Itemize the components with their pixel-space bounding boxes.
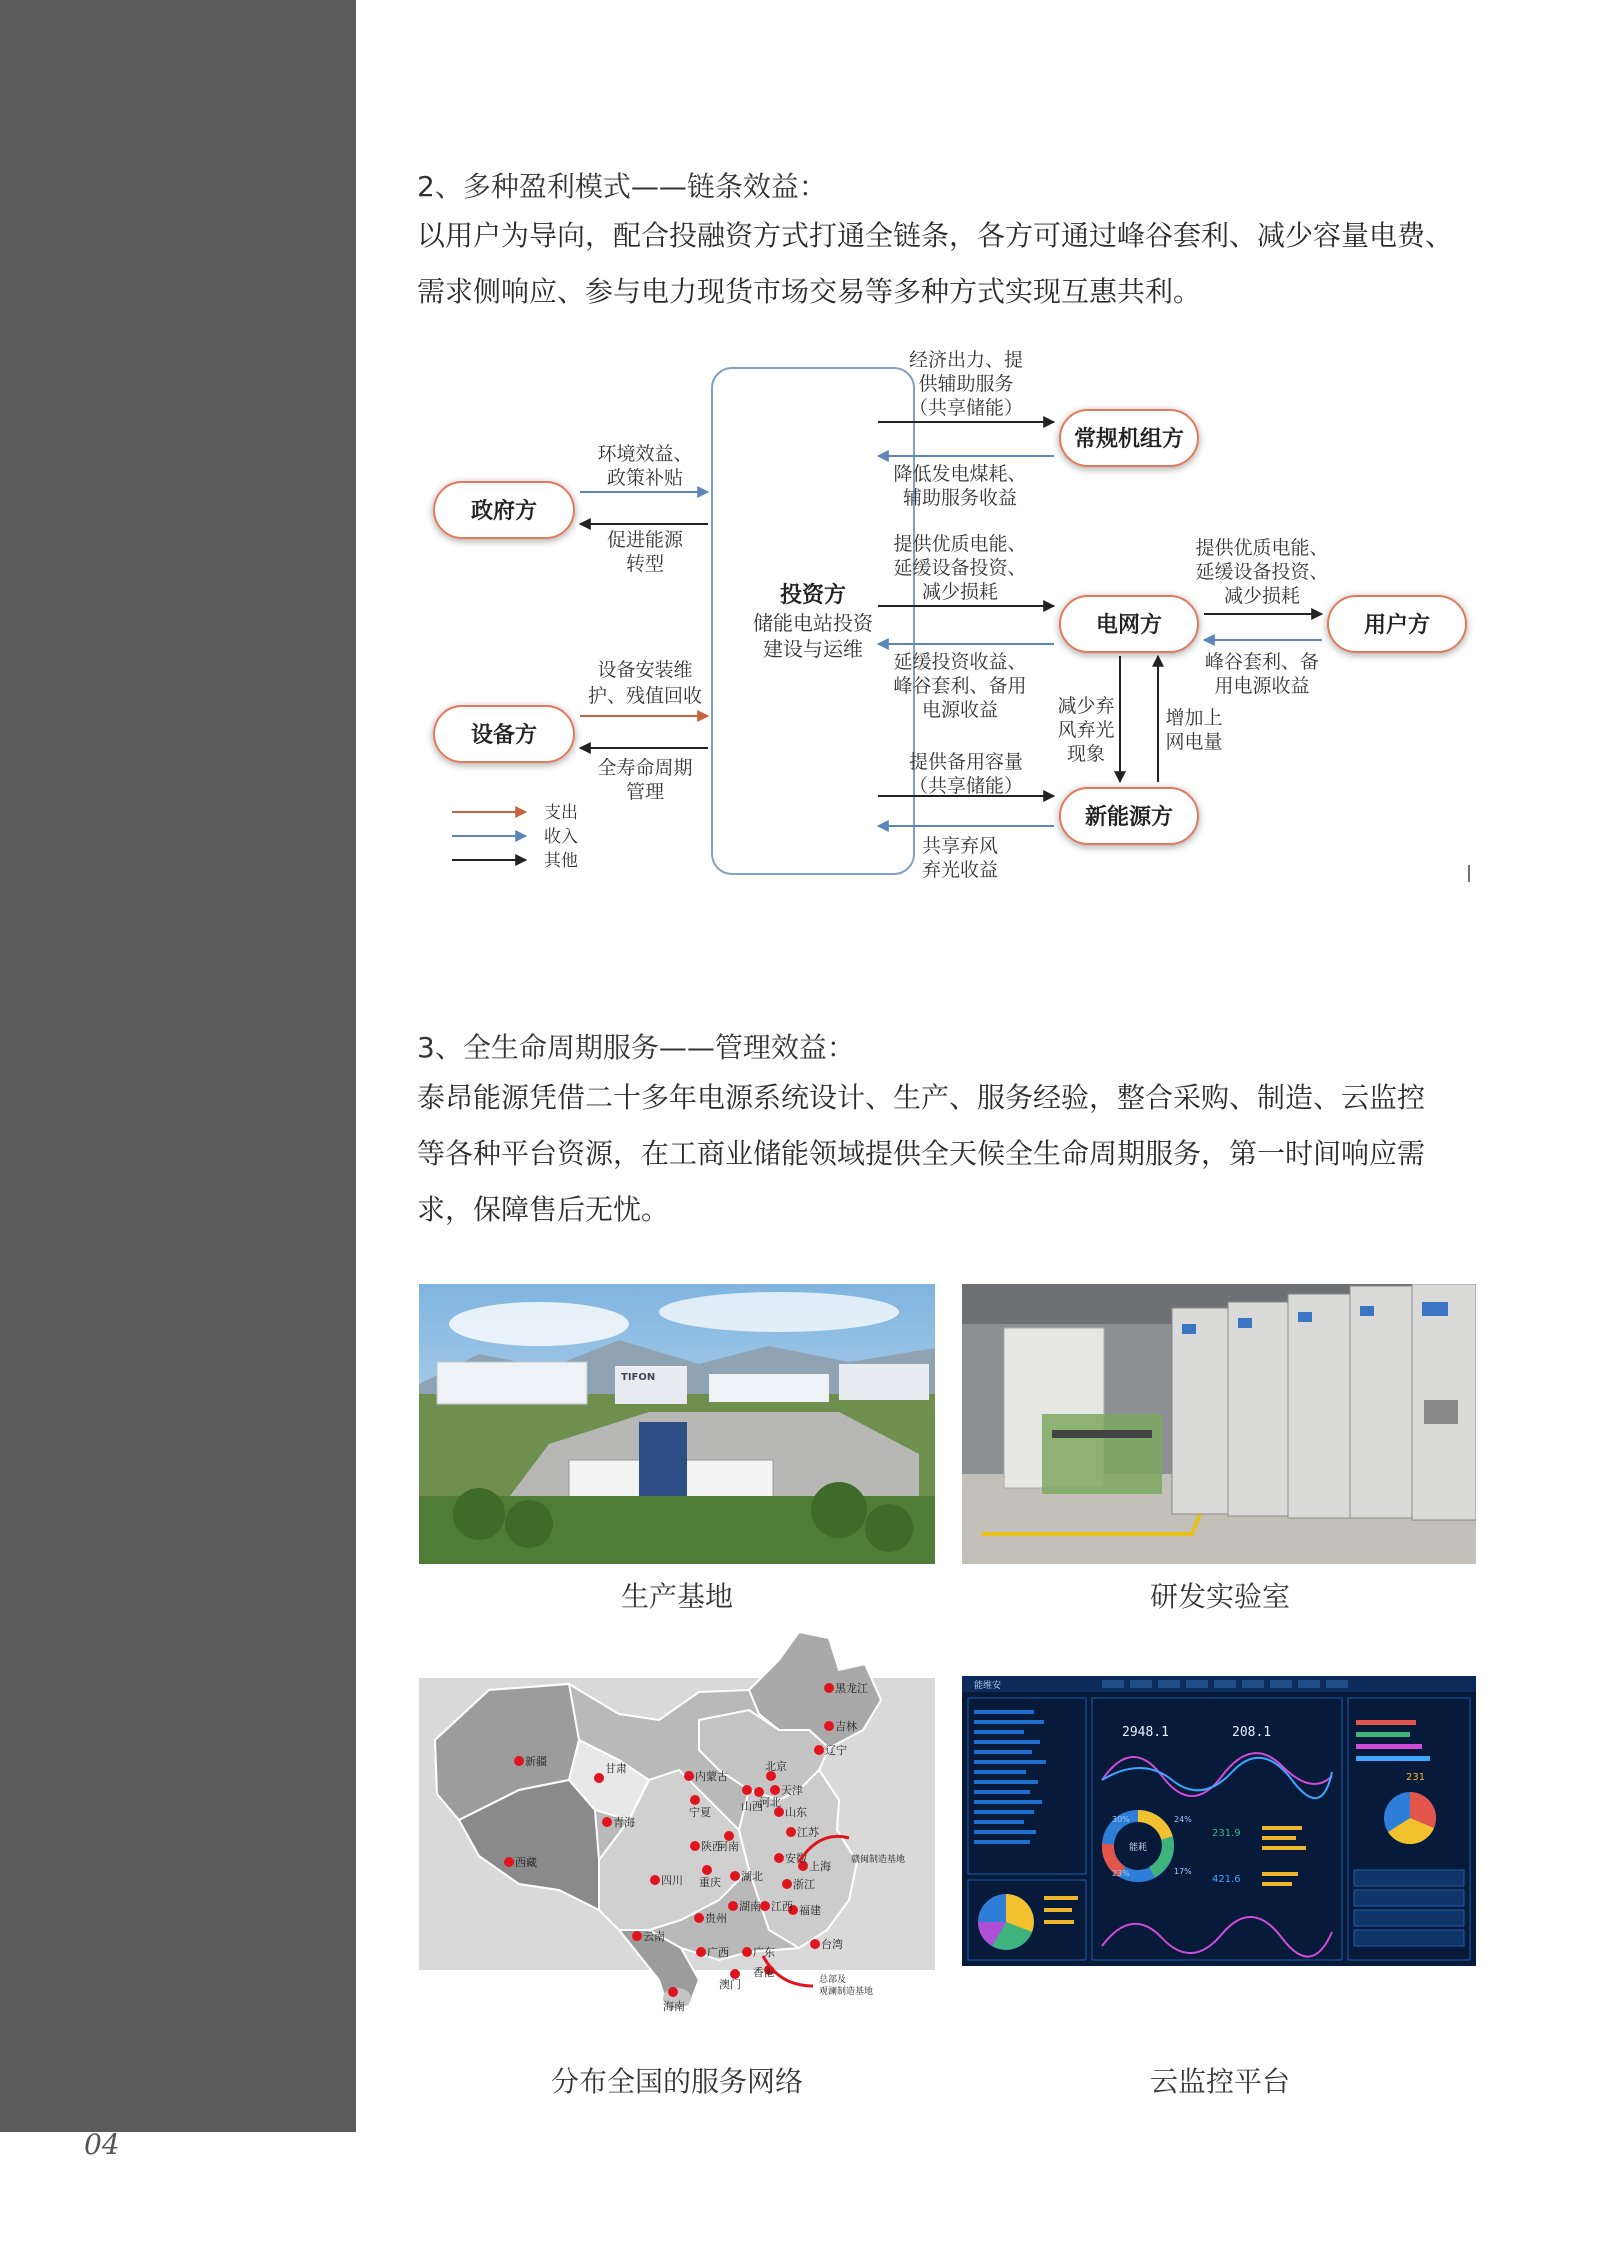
map-note-1: 赣闽制造基地 [851,1855,906,1865]
map-province: 内蒙古 [695,1770,728,1783]
conv-label: 常规机组方 [1073,427,1185,452]
monitor-pct2: 24% [1174,1815,1192,1824]
lbl-user-out-2: 延缓设备投资、 [1195,561,1329,583]
lbl-ne-out-2: （共享储能） [908,775,1024,797]
monitor-num1: 2948.1 [1122,1725,1169,1740]
lbl-grid-out-2: 延缓设备投资、 [893,557,1027,579]
user-label: 用户方 [1363,613,1431,638]
map-province: 天津 [781,1784,803,1797]
section2-heading: 2、多种盈利模式——链条效益： [417,170,827,203]
lbl-conv-out-1: 经济出力、提 [908,350,1024,371]
map-province: 山西 [741,1800,763,1813]
equip-label: 设备方 [470,723,538,748]
map-province: 浙江 [793,1878,815,1891]
map-province: 西藏 [515,1856,537,1869]
section2-line-1: 以用户为导向，配合投融资方式打通全链条，各方可通过峰谷套利、减少容量电费、 [417,219,1454,252]
legend-income-label: 收入 [544,827,578,847]
lbl-conv-in-1: 降低发电煤耗、 [893,463,1027,485]
section3-line-1: 泰昂能源凭借二十多年电源系统设计、生产、服务经验，整合采购、制造、云监控 [417,1081,1426,1114]
lbl-ne-down-3: 现象 [1066,743,1106,765]
map-province: 新疆 [525,1755,547,1768]
lbl-equip-in-1: 设备安装维 [597,659,693,681]
investor-line1: 储能电站投资 [753,611,873,635]
monitor-pct1: 30% [1112,1815,1130,1824]
service-map [419,1630,935,2018]
monitor-caption: 云监控平台 [1149,2065,1290,2098]
section3-heading: 3、全生命周期服务——管理效益： [417,1031,855,1064]
monitor-val1: 231.9 [1212,1828,1241,1839]
lbl-ne-up-1: 增加上 [1165,707,1223,729]
lbl-grid-out-1: 提供优质电能、 [893,533,1027,555]
monitor-count: 231 [1406,1772,1426,1783]
lbl-equip-in-2: 护、残值回收 [587,685,703,707]
map-province: 黑龙江 [835,1682,868,1695]
lbl-user-out-1: 提供优质电能、 [1195,537,1329,559]
lbl-equip-out-1: 全寿命周期 [597,757,693,779]
map-province: 湖北 [741,1870,763,1883]
map-province: 江西 [771,1900,793,1913]
lbl-conv-out-3: （共享储能） [908,397,1024,419]
newenergy-label: 新能源方 [1084,805,1174,830]
map-province: 江苏 [797,1826,819,1839]
lbl-gov-in-1: 环境效益、 [597,443,693,465]
map-province: 宁夏 [689,1806,711,1819]
lbl-conv-out-2: 供辅助服务 [918,373,1014,395]
legend-other-label: 其他 [544,851,578,871]
grid-label: 电网方 [1095,613,1163,638]
map-province: 陕西 [701,1840,723,1853]
lbl-ne-down-1: 减少弃 [1057,695,1115,717]
lbl-user-out-3: 减少损耗 [1223,585,1301,607]
lbl-grid-in-3: 电源收益 [921,699,999,721]
lbl-gov-in-2: 政策补贴 [606,467,684,489]
map-province: 河南 [717,1840,739,1853]
map-province: 山东 [785,1806,807,1819]
lab-photo [962,1284,1476,1564]
monitor-center-label: 能耗 [1128,1843,1148,1853]
map-caption: 分布全国的服务网络 [550,2065,803,2098]
lbl-gov-out-1: 促进能源 [606,529,684,551]
map-province: 四川 [661,1874,683,1887]
section3-line-3: 求，保障售后无忧。 [417,1193,670,1226]
lbl-user-in-2: 用电源收益 [1214,675,1310,697]
monitor-val2: 421.6 [1212,1874,1241,1885]
investor-title: 投资方 [779,583,847,608]
investor-line2: 建设与运维 [763,637,863,661]
map-province: 福建 [799,1904,821,1917]
map-province: 贵州 [705,1912,727,1925]
factory-photo [419,1284,935,1564]
map-province: 广东 [753,1946,775,1959]
section2-body [417,208,1507,320]
section3-body [417,1070,1507,1238]
map-province: 香港 [753,1966,775,1979]
lab-caption: 研发实验室 [1149,1580,1290,1613]
map-province: 吉林 [835,1720,857,1733]
monitor-num2: 208.1 [1232,1725,1272,1740]
map-province: 云南 [643,1930,665,1943]
lbl-ne-down-2: 风弃光 [1057,719,1115,741]
map-province: 上海 [809,1860,831,1873]
factory-sign: TIFON [621,1372,656,1383]
map-province: 安徽 [785,1852,807,1865]
lbl-user-in-1: 峰谷套利、备 [1204,651,1320,673]
monitor-logo: 能维安 [974,1681,1002,1691]
page-number: 04 [84,2128,120,2161]
map-note-2-line1: 总部及 [819,1975,847,1985]
lbl-grid-in-1: 延缓投资收益、 [893,651,1027,673]
map-province: 台湾 [821,1938,843,1951]
map-province: 海南 [663,2000,685,2013]
gov-label: 政府方 [470,499,538,524]
section3-line-2: 等各种平台资源，在工商业储能领域提供全天候全生命周期服务，第一时间响应需 [417,1137,1426,1170]
lbl-ne-in-1: 共享弃风 [921,835,999,857]
profit-chain-diagram [420,350,1480,890]
lbl-ne-up-2: 网电量 [1165,731,1223,753]
legend-expense-label: 支出 [544,803,578,823]
section2-line-2: 需求侧响应、参与电力现货市场交易等多种方式实现互惠共利。 [417,275,1202,308]
lbl-ne-out-1: 提供备用容量 [908,751,1024,773]
map-province: 青海 [613,1816,635,1829]
monitor-screenshot [962,1676,1476,1966]
map-province: 河北 [759,1796,781,1809]
map-province: 澳门 [719,1978,741,1991]
lbl-grid-out-3: 减少损耗 [921,581,999,603]
lbl-conv-in-2: 辅助服务收益 [902,487,1018,509]
monitor-pct3: 23% [1112,1869,1130,1878]
lbl-ne-in-2: 弃光收益 [921,859,999,881]
map-province: 湖南 [739,1900,761,1913]
map-province: 广西 [707,1946,729,1959]
lbl-gov-out-2: 转型 [625,553,665,575]
map-province: 北京 [765,1760,787,1773]
map-province: 辽宁 [825,1744,847,1757]
lbl-equip-out-2: 管理 [625,781,665,803]
map-note-2-line2: 观澜制造基地 [819,1987,874,1997]
left-sidebar-band [0,0,356,2132]
map-province: 甘肃 [605,1762,627,1775]
map-province: 重庆 [699,1876,721,1889]
monitor-pct4: 17% [1174,1867,1192,1876]
factory-caption: 生产基地 [620,1580,733,1613]
lbl-grid-in-2: 峰谷套利、备用 [893,675,1027,697]
